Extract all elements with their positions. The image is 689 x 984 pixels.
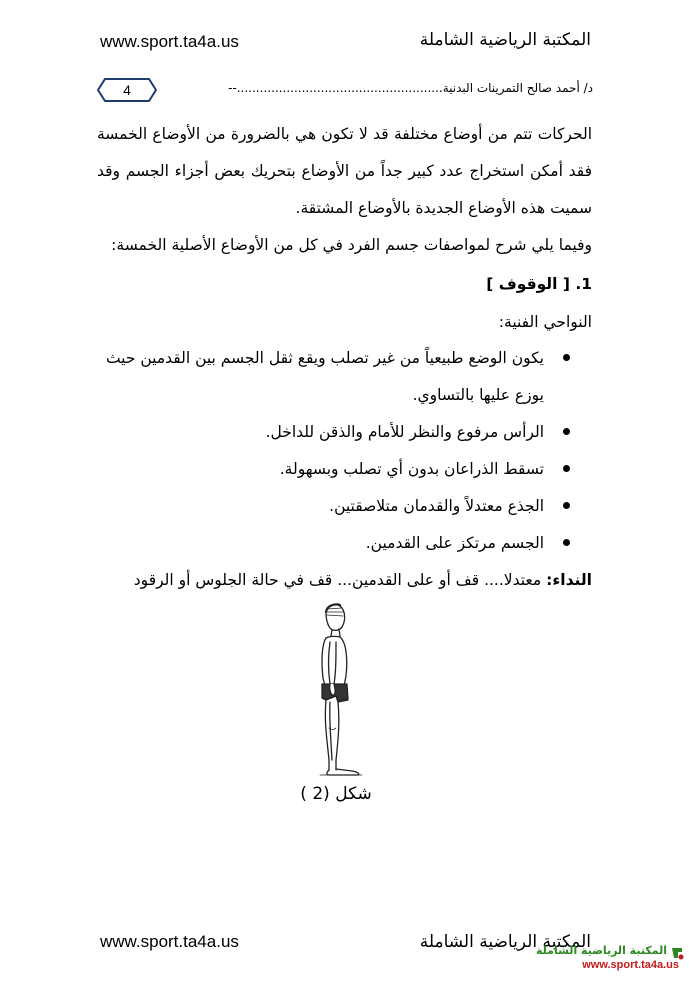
footer-title: المكتبة الرياضية الشاملة — [419, 932, 591, 952]
header-url: www.sport.ta4a.us — [100, 32, 239, 51]
list-item: الرأس مرفوع والنظر للأمام والذقن للداخل. — [97, 414, 592, 451]
footer-url: www.sport.ta4a.us — [100, 932, 239, 951]
bullet-icon — [563, 465, 570, 472]
logo-icon — [669, 946, 685, 960]
watermark-url: www.sport.ta4a.us — [582, 959, 679, 971]
page-number: 4 — [123, 82, 131, 98]
header-title: المكتبة الرياضية الشاملة — [419, 30, 591, 50]
bullet-icon — [563, 539, 570, 546]
standing-figure-illustration — [296, 600, 376, 780]
list-item: تسقط الذراعان بدون أي تصلب وبسهولة. — [97, 451, 592, 488]
bullet-icon — [563, 354, 570, 361]
figure-caption: شكل (2 ) — [300, 784, 372, 804]
intro-paragraph: الحركات تتم من أوضاع مختلفة قد لا تكون هي بالضرورة من الأوضاع الخمسة فقد أمكن استخراج عدد كبير جداً من الأوضاع بتحريك بعض أجزاء الجسم وقد سميت هذه الأوضاع الجديدة بالأوضاع المشتقة. — [97, 125, 592, 217]
bullet-icon — [563, 428, 570, 435]
list-item: الجذع معتدلاً والقدمان متلاصقتين. — [97, 488, 592, 525]
call-text: معتدلا.... قف أو على القدمين... قف في حالة الجلوس أو الرقود — [133, 571, 547, 589]
list-item: الجسم مرتكز على القدمين. — [97, 525, 592, 562]
call-label: النداء: — [546, 571, 592, 589]
subheader — [97, 78, 593, 102]
author-line: د/ أحمد صالح التمرينات البدنية......................................................-- — [228, 81, 593, 95]
bullet-icon — [563, 502, 570, 509]
watermark — [536, 944, 685, 976]
subheading: النواحي الفنية: — [498, 313, 592, 331]
explanation-paragraph: وفيما يلي شرح لمواصفات جسم الفرد في كل من الأوضاع الأصلية الخمسة: — [111, 236, 592, 254]
call-line — [134, 562, 592, 599]
list-item: يكون الوضع طبيعياً من غير تصلب ويقع ثقل الجسم بين القدمين حيث يوزع عليها بالتساوي. — [97, 340, 592, 414]
section-heading: 1. [ الوقوف ] — [486, 275, 592, 293]
watermark-title: المكتبة الرياضية الشاملة — [536, 944, 667, 957]
technical-points-list — [97, 340, 592, 562]
